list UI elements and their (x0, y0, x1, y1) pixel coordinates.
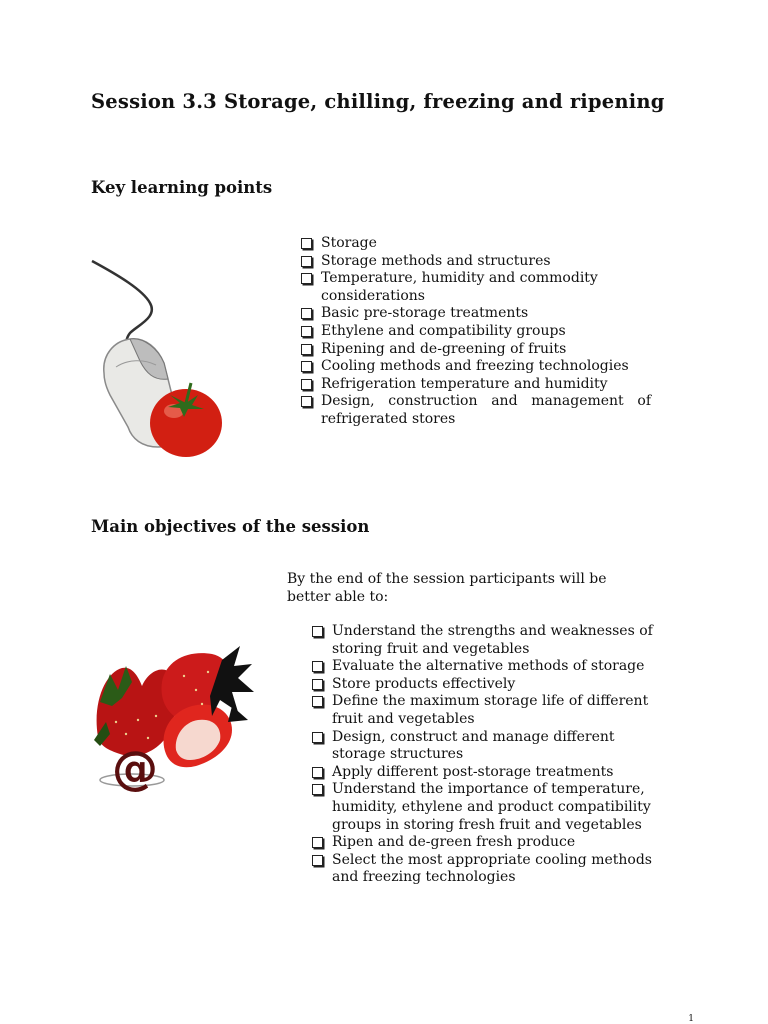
key-learning-points-list (300, 235, 651, 429)
page-number: 1 (688, 1014, 694, 1024)
checkbox-bullet-icon (301, 326, 312, 337)
key-learning-points-heading: Key learning points (91, 178, 273, 197)
checkbox-bullet-icon (301, 379, 312, 390)
list-item: Basic pre-storage treatments (300, 305, 651, 323)
list-item: Select the most appropriate cooling methods and freezing technologies (311, 852, 656, 887)
list-item: Evaluate the alternative methods of storage (311, 658, 656, 676)
list-item: Storage methods and structures (300, 253, 651, 271)
list-item: Ripen and de-green fresh produce (311, 834, 656, 852)
mouse-tomato-image (88, 255, 228, 465)
list-item: Ethylene and compatibility groups (300, 323, 651, 341)
at-sign-icon: @ (112, 741, 158, 795)
strawberries-image (92, 642, 257, 795)
list-item: Apply different post-storage treatments (311, 764, 656, 782)
checkbox-bullet-icon (312, 679, 323, 690)
main-objectives-heading: Main objectives of the session (91, 517, 370, 536)
checkbox-bullet-icon (301, 256, 312, 267)
objectives-list (311, 623, 656, 887)
checkbox-bullet-icon (301, 361, 312, 372)
checkbox-bullet-icon (301, 344, 312, 355)
checkbox-bullet-icon (312, 626, 323, 637)
list-item: Understand the strengths and weaknesses of storing fruit and vegetables (311, 623, 656, 658)
checkbox-bullet-icon (301, 308, 312, 319)
checkbox-bullet-icon (312, 855, 323, 866)
list-item: Temperature, humidity and commodity considerations (300, 270, 651, 305)
checkbox-bullet-icon (312, 732, 323, 743)
checkbox-bullet-icon (301, 238, 312, 249)
objectives-intro: By the end of the session participants will be better able to: (287, 571, 607, 605)
checkbox-bullet-icon (312, 767, 323, 778)
checkbox-bullet-icon (301, 396, 312, 407)
page-title: Session 3.3 Storage, chilling, freezing and ripening (91, 90, 665, 113)
list-item: Cooling methods and freezing technologies (300, 358, 651, 376)
checkbox-bullet-icon (312, 837, 323, 848)
checkbox-bullet-icon (312, 784, 323, 795)
list-item: Design, construct and manage different storage structures (311, 729, 656, 764)
list-item: Define the maximum storage life of different fruit and vegetables (311, 693, 656, 728)
checkbox-bullet-icon (301, 273, 312, 284)
checkbox-bullet-icon (312, 696, 323, 707)
list-item: Understand the importance of temperature, humidity, ethylene and product compatibility groups in storing fresh fruit and vegetables (311, 781, 656, 834)
list-item: Refrigeration temperature and humidity (300, 376, 651, 394)
list-item: Ripening and de-greening of fruits (300, 341, 651, 359)
list-item: Design, construction and management of refrigerated stores (300, 393, 651, 428)
list-item: Store products effectively (311, 676, 656, 694)
list-item: Storage (300, 235, 651, 253)
checkbox-bullet-icon (312, 661, 323, 672)
